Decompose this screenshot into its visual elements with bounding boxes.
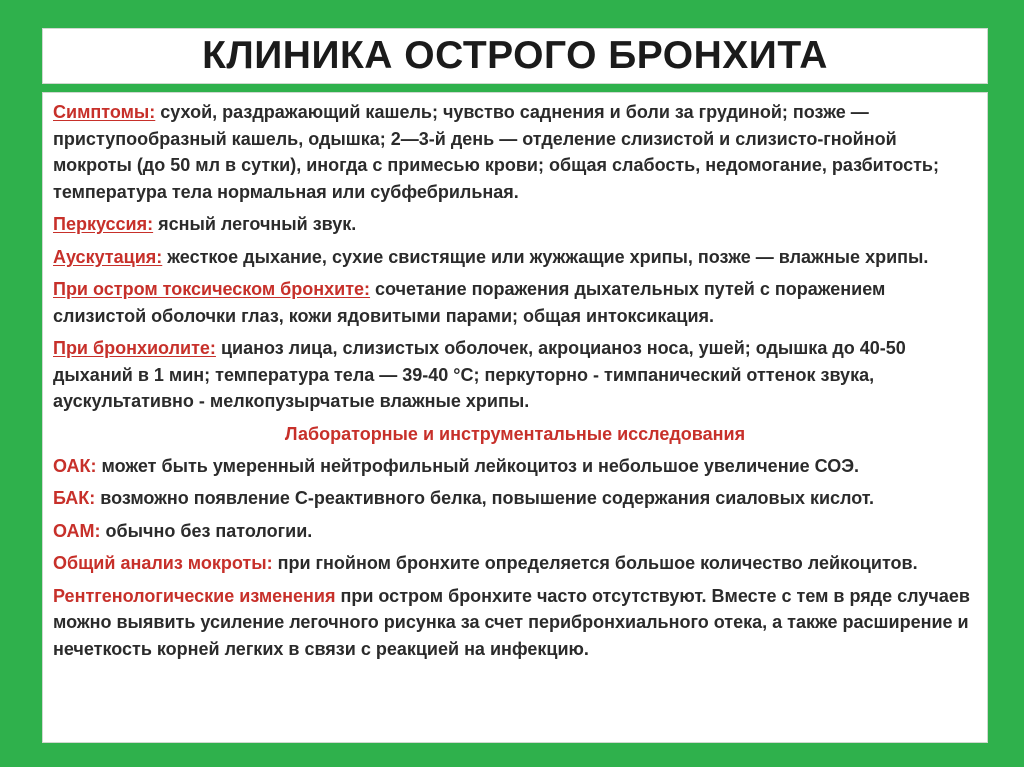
bak-paragraph [53, 485, 977, 512]
bronchiolitis-paragraph [53, 335, 977, 415]
bronchiolitis-term: При бронхиолите: [53, 338, 216, 358]
xray-term: Рентгенологические изменения [53, 585, 336, 606]
toxic-bronchitis-term: При остром токсическом бронхите: [53, 279, 371, 299]
auscultation-paragraph [53, 244, 977, 271]
auscultation-text: жесткое дыхание, сухие свистящие или жужжащие хрипы, позже — влажные хрипы. [162, 246, 929, 267]
oak-text: может быть умеренный нейтрофильный лейкоцитоз и небольшое увеличение СОЭ. [96, 455, 859, 476]
oam-paragraph [53, 518, 977, 545]
symptoms-text: сухой, раздражающий кашель; чувство саднения и боли за грудиной; позже — приступообразный кашель, одышка; 2—3-й день — отделение слизистой и слизисто-гнойной мокроты (до 50 мл в сутки), иногда с примесью крови; общая слабость, недомогание, разбитость; температура тела нормальная или субфебрильная. [53, 102, 939, 202]
oak-paragraph [53, 453, 977, 480]
bak-text: возможно появление С-реактивного белка, повышение содержания сиаловых кислот. [95, 488, 875, 508]
slide-title: КЛИНИКА ОСТРОГО БРОНХИТА [202, 34, 828, 77]
bak-term: БАК: [53, 488, 96, 508]
symptoms-term: Симптомы: [53, 102, 156, 122]
content-box [42, 92, 988, 743]
percussion-term: Перкуссия: [53, 214, 154, 234]
sputum-term: Общий анализ мокроты: [53, 553, 273, 573]
xray-text: при остром бронхите часто отсутствуют. Вместе с тем в ряде случаев можно выявить усиление легочного рисунка за счет перибронхиального отека, а также расширение и нечеткость корней легких в связи с реакцией на инфекцию. [53, 585, 970, 659]
oam-term: ОАМ: [53, 520, 101, 541]
lab-section-heading: Лабораторные и инструментальные исследования [284, 423, 746, 444]
sputum-text: при гнойном бронхите определяется большое количество лейкоцитов. [272, 553, 918, 573]
toxic-bronchitis-paragraph [53, 276, 977, 329]
bronchiolitis-text: цианоз лица, слизистых оболочек, акроцианоз носа, ушей; одышка до 40-50 дыханий в 1 мин; температура тела — 39-40 °С; перкуторно - тимпанический оттенок звука, аускультативно - мелкопузырчатые влажные хрипы. [53, 338, 906, 411]
oam-text: обычно без патологии. [100, 520, 313, 541]
oak-term: ОАК: [53, 455, 97, 476]
title-box [42, 28, 988, 84]
percussion-paragraph [53, 211, 977, 238]
percussion-text: ясный легочный звук. [153, 214, 357, 234]
sputum-paragraph [53, 550, 977, 577]
symptoms-paragraph [53, 99, 977, 205]
toxic-bronchitis-text: сочетание поражения дыхательных путей с поражением слизистой оболочки глаз, кожи ядовитыми парами; общая интоксикация. [53, 279, 886, 326]
xray-paragraph [53, 583, 977, 663]
auscultation-term: Аускутация: [53, 246, 163, 267]
